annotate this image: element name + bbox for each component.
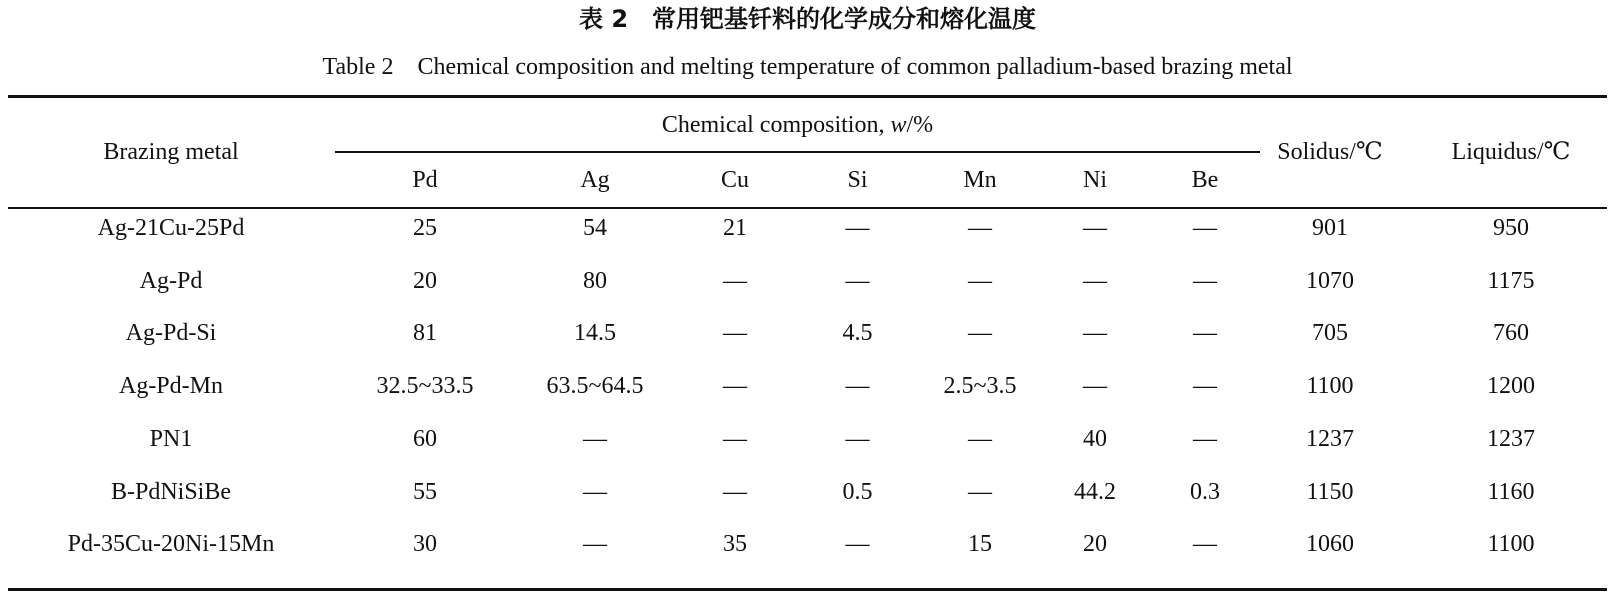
cell-mn: — — [968, 320, 992, 347]
cell-cu: — — [723, 478, 747, 505]
cell-mn: — — [968, 478, 992, 505]
cell-cu: — — [723, 373, 747, 400]
cell-ni: — — [1083, 215, 1107, 241]
cell-si: — — [845, 267, 870, 294]
header-brazing-metal: Brazing metal — [103, 139, 239, 165]
cell-ag: — — [583, 425, 607, 452]
header-element-mn: Mn — [963, 167, 997, 193]
cell-ag: 54 — [583, 215, 607, 241]
cell-mn: — — [968, 425, 992, 452]
cell-si: 4.5 — [842, 320, 873, 347]
header-group-prefix: Chemical composition, — [661, 112, 891, 138]
cell-cu: 21 — [723, 215, 747, 241]
header-element-cu: Cu — [720, 167, 749, 193]
cell-ni: 44.2 — [1074, 478, 1116, 505]
cell-brazing-metal: Ag-Pd-Mn — [118, 373, 223, 400]
cell-solidus: 1100 — [1306, 373, 1354, 400]
cell-solidus: 1060 — [1306, 531, 1354, 558]
cell-liquidus: 1237 — [1487, 425, 1535, 452]
cell-be: — — [1193, 215, 1217, 241]
cell-brazing-metal: Pd-35Cu-20Ni-15Mn — [67, 531, 275, 558]
cell-solidus: 1237 — [1306, 425, 1354, 452]
cell-mn: — — [968, 267, 992, 294]
cell-pd: 60 — [413, 425, 437, 452]
cell-pd: 55 — [413, 478, 437, 505]
table-caption-chinese: 表 2 常用钯基钎料的化学成分和熔化温度 — [578, 5, 1037, 33]
cell-cu: — — [723, 320, 747, 347]
top-rule — [8, 95, 1607, 98]
cell-si: 0.5 — [842, 478, 873, 505]
cell-ag: 63.5~64.5 — [546, 373, 644, 400]
cell-pd: 30 — [413, 531, 437, 558]
header-chemical-composition — [335, 108, 1260, 142]
cell-pd: 32.5~33.5 — [376, 373, 474, 400]
cell-solidus: 1070 — [1306, 267, 1354, 294]
cell-ni: — — [1083, 267, 1107, 294]
header-element-si: Si — [847, 167, 868, 193]
cell-ni: 40 — [1083, 425, 1107, 452]
cell-ag: 80 — [583, 267, 607, 294]
cell-si: — — [845, 425, 870, 452]
cell-mn: 2.5~3.5 — [943, 373, 1017, 400]
cell-ni: — — [1083, 373, 1107, 400]
bottom-rule — [8, 588, 1607, 591]
cell-mn: — — [968, 215, 992, 241]
cell-be: — — [1193, 320, 1217, 347]
cell-brazing-metal: PN1 — [149, 425, 193, 452]
cell-brazing-metal: Ag-Pd-Si — [125, 320, 217, 347]
cell-ag: 14.5 — [574, 320, 616, 347]
cell-be: 0.3 — [1190, 478, 1220, 505]
header-solidus: Solidus/℃ — [1277, 139, 1383, 165]
cell-solidus: 705 — [1312, 320, 1348, 347]
header-group-variable: w — [890, 112, 907, 138]
cell-pd: 81 — [413, 320, 437, 347]
composition-group-rule — [335, 151, 1260, 153]
cell-ni: — — [1083, 320, 1107, 347]
cell-brazing-metal: Ag-Pd — [139, 267, 203, 294]
table-caption-english: Table 2 Chemical composition and melting temperature of common palladium-based brazing metal — [322, 54, 1293, 80]
cell-ag: — — [583, 531, 607, 558]
cell-solidus: 901 — [1312, 215, 1348, 241]
cell-liquidus: 1175 — [1487, 267, 1535, 294]
cell-ag: — — [583, 478, 607, 505]
cell-cu: 35 — [723, 531, 747, 558]
cell-liquidus: 950 — [1493, 215, 1529, 241]
cell-ni: 20 — [1083, 531, 1107, 558]
cell-liquidus: 1100 — [1487, 531, 1535, 558]
cell-brazing-metal: B-PdNiSiBe — [110, 478, 232, 505]
header-element-ni: Ni — [1083, 167, 1107, 193]
header-liquidus: Liquidus/℃ — [1451, 139, 1571, 165]
cell-liquidus: 1200 — [1487, 373, 1535, 400]
cell-si: — — [845, 215, 870, 241]
cell-si: — — [845, 373, 870, 400]
cell-pd: 25 — [413, 215, 437, 241]
cell-cu: — — [723, 425, 747, 452]
cell-pd: 20 — [413, 267, 437, 294]
cell-liquidus: 760 — [1493, 320, 1529, 347]
header-element-ag: Ag — [580, 167, 610, 193]
cell-be: — — [1193, 531, 1217, 558]
header-element-pd: Pd — [412, 167, 438, 193]
header-element-be: Be — [1191, 167, 1219, 193]
cell-brazing-metal: Ag-21Cu-25Pd — [97, 215, 245, 241]
cell-be: — — [1193, 267, 1217, 294]
cell-be: — — [1193, 425, 1217, 452]
cell-mn: 15 — [968, 531, 992, 558]
cell-si: — — [845, 531, 870, 558]
cell-be: — — [1193, 373, 1217, 400]
cell-solidus: 1150 — [1306, 478, 1354, 505]
header-group-unit: /% — [906, 112, 934, 138]
cell-liquidus: 1160 — [1487, 478, 1535, 505]
cell-cu: — — [723, 267, 747, 294]
header-rule — [8, 207, 1607, 209]
